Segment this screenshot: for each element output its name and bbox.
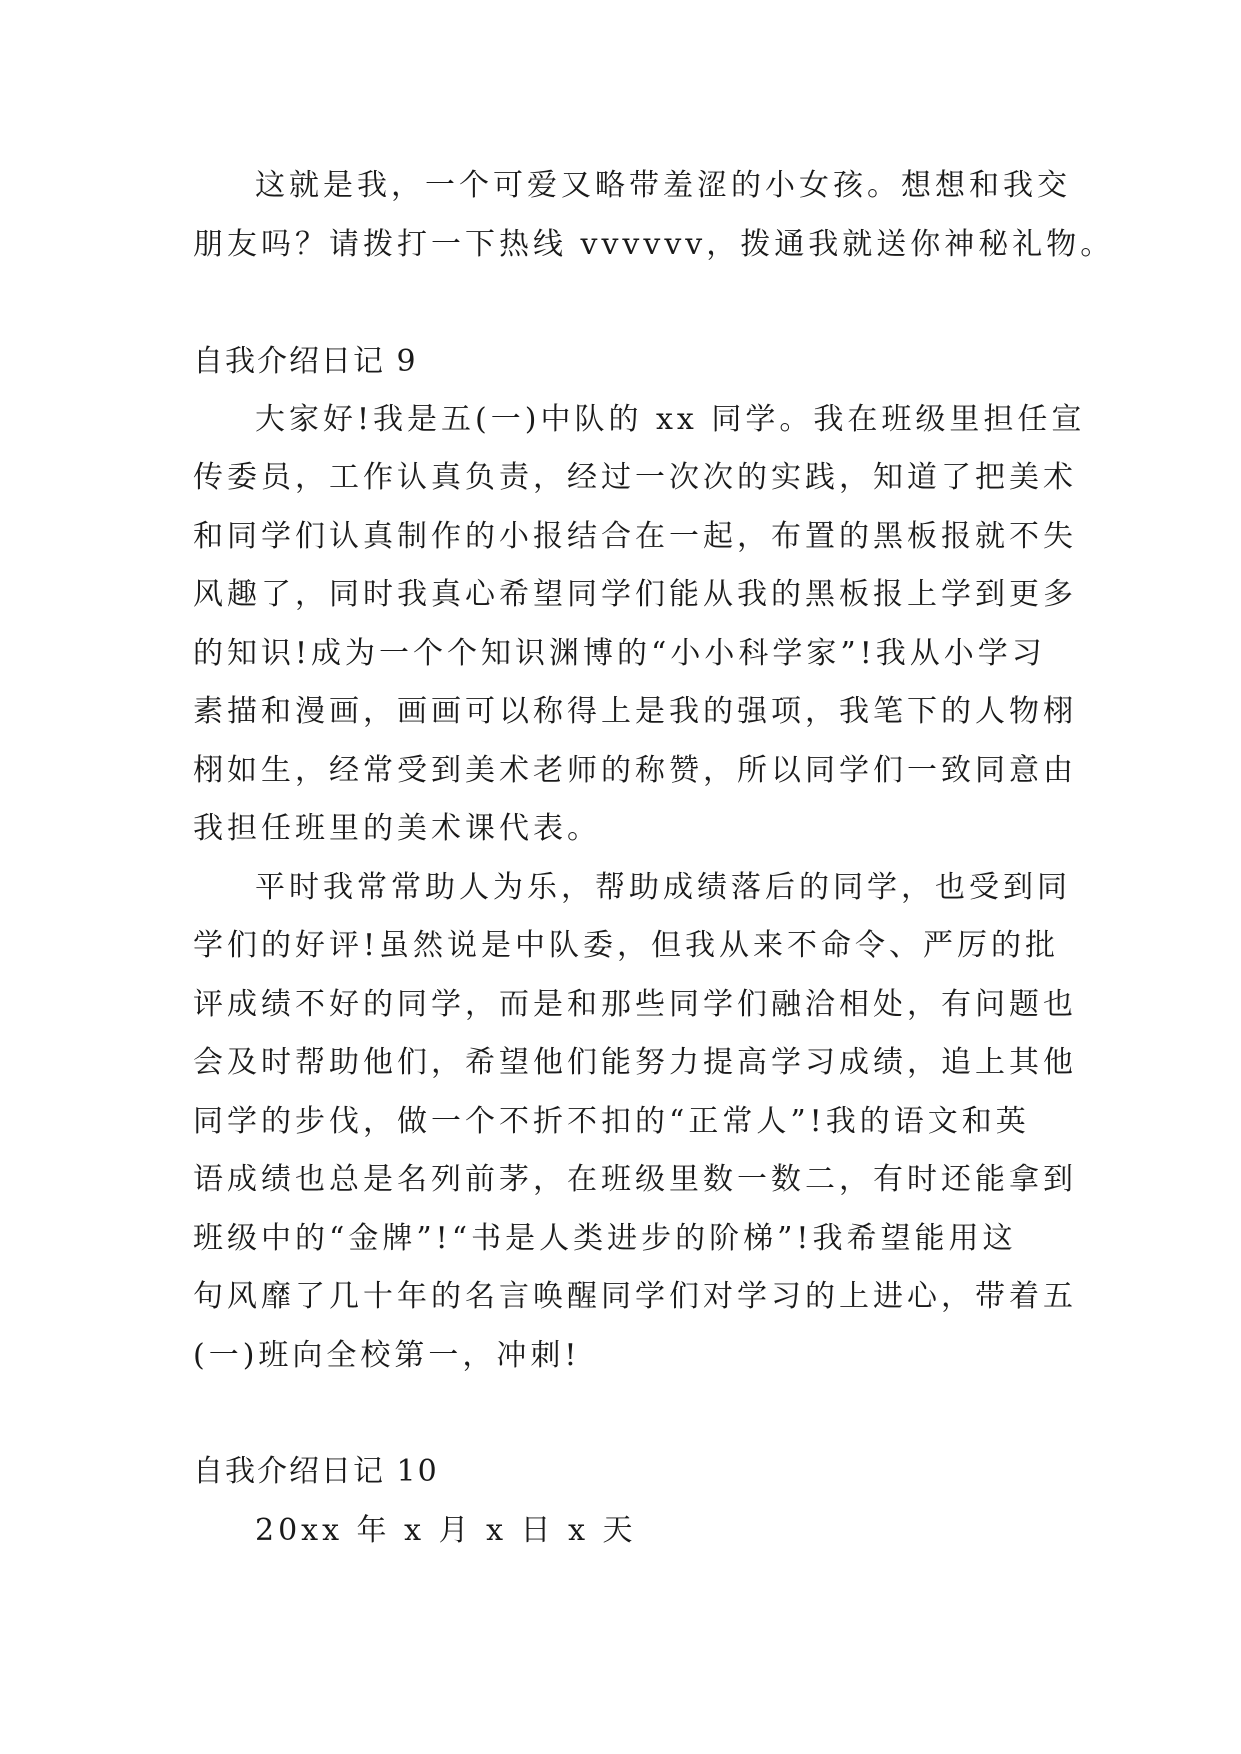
section-heading: 自我介绍日记 9: [193, 344, 418, 379]
paragraph-line: 学们的好评!虽然说是中队委，但我从来不命令、严厉的批: [193, 928, 1060, 963]
paragraph-line: 这就是我，一个可爱又略带羞涩的小女孩。想想和我交: [255, 168, 1071, 203]
paragraph-line: 和同学们认真制作的小报结合在一起，布置的黑板报就不失: [193, 519, 1077, 554]
paragraph-line: 评成绩不好的同学，而是和那些同学们融洽相处，有问题也: [193, 987, 1077, 1022]
paragraph-line: 栩如生，经常受到美术老师的称赞，所以同学们一致同意由: [193, 753, 1077, 788]
paragraph-line: 风趣了，同时我真心希望同学们能从我的黑板报上学到更多: [193, 577, 1077, 612]
paragraph-line: 朋友吗？请拨打一下热线 vvvvvv，拨通我就送你神秘礼物。: [193, 227, 1115, 262]
paragraph-line: 班级中的“金牌”!“书是人类进步的阶梯”!我希望能用这: [193, 1221, 1017, 1256]
paragraph-line: 素描和漫画，画画可以称得上是我的强项，我笔下的人物栩: [193, 694, 1077, 729]
paragraph-line: 同学的步伐，做一个不折不扣的“正常人”!我的语文和英: [193, 1104, 1030, 1139]
paragraph-line: 句风靡了几十年的名言唤醒同学们对学习的上进心，带着五: [193, 1279, 1077, 1314]
paragraph-line: 语成绩也总是名列前茅，在班级里数一数二，有时还能拿到: [193, 1162, 1077, 1197]
paragraph-line: 平时我常常助人为乐，帮助成绩落后的同学，也受到同: [255, 870, 1071, 905]
paragraph-line: 的知识!成为一个个知识渊博的“小小科学家”!我从小学习: [193, 636, 1046, 671]
paragraph-line: (一)班向全校第一，冲刺!: [193, 1338, 581, 1373]
date-line: 20xx 年 x 月 x 日 x 天: [255, 1513, 637, 1548]
paragraph-line: 大家好!我是五(一)中队的 xx 同学。我在班级里担任宣: [255, 402, 1086, 437]
paragraph-line: 我担任班里的美术课代表。: [193, 811, 601, 846]
paragraph-line: 传委员，工作认真负责，经过一次次的实践，知道了把美术: [193, 460, 1077, 495]
section-heading: 自我介绍日记 10: [193, 1454, 439, 1489]
paragraph-line: 会及时帮助他们，希望他们能努力提高学习成绩，追上其他: [193, 1045, 1077, 1080]
